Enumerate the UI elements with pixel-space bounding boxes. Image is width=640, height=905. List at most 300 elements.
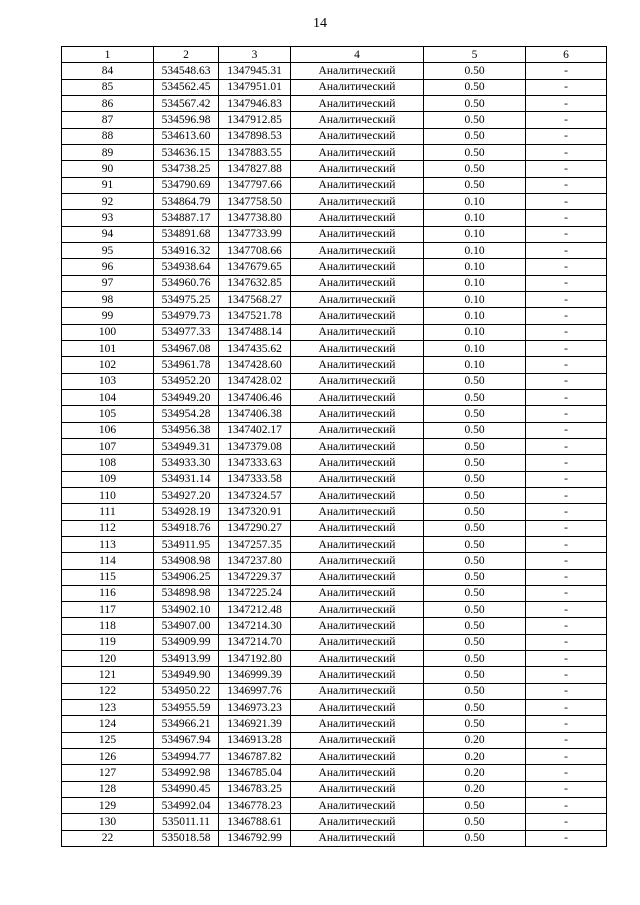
accuracy-cell: 0.50 [424,79,526,95]
note-cell: - [526,798,607,814]
accuracy-cell: 0.50 [424,455,526,471]
x-coordinate-cell: 534907.00 [154,618,219,634]
y-coordinate-cell: 1347488.14 [219,324,291,340]
point-number-cell: 89 [62,144,154,160]
column-header: 2 [154,47,219,63]
accuracy-cell: 0.50 [424,536,526,552]
note-cell: - [526,438,607,454]
accuracy-cell: 0.50 [424,683,526,699]
point-number-cell: 104 [62,389,154,405]
point-number-cell: 106 [62,422,154,438]
note-cell: - [526,128,607,144]
y-coordinate-cell: 1346778.23 [219,798,291,814]
x-coordinate-cell: 534864.79 [154,193,219,209]
note-cell: - [526,765,607,781]
method-cell: Аналитический [291,275,424,291]
note-cell: - [526,112,607,128]
method-cell: Аналитический [291,128,424,144]
y-coordinate-cell: 1347945.31 [219,63,291,79]
y-coordinate-cell: 1347333.63 [219,455,291,471]
x-coordinate-cell: 534931.14 [154,471,219,487]
note-cell: - [526,210,607,226]
table-row [62,406,607,422]
x-coordinate-cell: 534949.90 [154,667,219,683]
x-coordinate-cell: 534909.99 [154,634,219,650]
table-row [62,716,607,732]
x-coordinate-cell: 534891.68 [154,226,219,242]
x-coordinate-cell: 534548.63 [154,63,219,79]
note-cell: - [526,536,607,552]
point-number-cell: 84 [62,63,154,79]
method-cell: Аналитический [291,406,424,422]
x-coordinate-cell: 534992.98 [154,765,219,781]
point-number-cell: 95 [62,242,154,258]
point-number-cell: 105 [62,406,154,422]
y-coordinate-cell: 1347379.08 [219,438,291,454]
accuracy-cell: 0.20 [424,749,526,765]
y-coordinate-cell: 1347229.37 [219,569,291,585]
note-cell: - [526,406,607,422]
point-number-cell: 111 [62,504,154,520]
y-coordinate-cell: 1347257.35 [219,536,291,552]
method-cell: Аналитический [291,422,424,438]
table-row [62,324,607,340]
accuracy-cell: 0.50 [424,487,526,503]
method-cell: Аналитический [291,193,424,209]
note-cell: - [526,569,607,585]
accuracy-cell: 0.20 [424,765,526,781]
accuracy-cell: 0.20 [424,781,526,797]
y-coordinate-cell: 1347406.38 [219,406,291,422]
method-cell: Аналитический [291,732,424,748]
accuracy-cell: 0.10 [424,324,526,340]
coordinates-table [61,46,607,847]
table-row [62,618,607,634]
accuracy-cell: 0.50 [424,618,526,634]
x-coordinate-cell: 534898.98 [154,585,219,601]
x-coordinate-cell: 534913.99 [154,651,219,667]
table-row [62,814,607,830]
method-cell: Аналитический [291,814,424,830]
method-cell: Аналитический [291,585,424,601]
note-cell: - [526,357,607,373]
method-cell: Аналитический [291,340,424,356]
point-number-cell: 118 [62,618,154,634]
method-cell: Аналитический [291,487,424,503]
method-cell: Аналитический [291,210,424,226]
note-cell: - [526,422,607,438]
table-row [62,700,607,716]
table-row [62,553,607,569]
point-number-cell: 125 [62,732,154,748]
x-coordinate-cell: 534960.76 [154,275,219,291]
note-cell: - [526,193,607,209]
method-cell: Аналитический [291,438,424,454]
table-row [62,455,607,471]
x-coordinate-cell: 534927.20 [154,487,219,503]
table-row [62,259,607,275]
table-row [62,569,607,585]
accuracy-cell: 0.10 [424,210,526,226]
accuracy-cell: 0.50 [424,504,526,520]
x-coordinate-cell: 534933.30 [154,455,219,471]
note-cell: - [526,161,607,177]
column-header: 3 [219,47,291,63]
accuracy-cell: 0.50 [424,585,526,601]
point-number-cell: 101 [62,340,154,356]
method-cell: Аналитический [291,242,424,258]
method-cell: Аналитический [291,667,424,683]
x-coordinate-cell: 534955.59 [154,700,219,716]
note-cell: - [526,487,607,503]
accuracy-cell: 0.50 [424,177,526,193]
note-cell: - [526,226,607,242]
x-coordinate-cell: 534956.38 [154,422,219,438]
y-coordinate-cell: 1347898.53 [219,128,291,144]
x-coordinate-cell: 534992.04 [154,798,219,814]
x-coordinate-cell: 534636.15 [154,144,219,160]
method-cell: Аналитический [291,700,424,716]
accuracy-cell: 0.10 [424,340,526,356]
y-coordinate-cell: 1347632.85 [219,275,291,291]
accuracy-cell: 0.50 [424,553,526,569]
accuracy-cell: 0.10 [424,308,526,324]
table-header-row [62,47,607,63]
point-number-cell: 126 [62,749,154,765]
note-cell: - [526,275,607,291]
y-coordinate-cell: 1347568.27 [219,291,291,307]
note-cell: - [526,830,607,846]
accuracy-cell: 0.10 [424,193,526,209]
method-cell: Аналитический [291,357,424,373]
method-cell: Аналитический [291,226,424,242]
table-row [62,128,607,144]
y-coordinate-cell: 1346785.04 [219,765,291,781]
note-cell: - [526,324,607,340]
accuracy-cell: 0.50 [424,128,526,144]
y-coordinate-cell: 1346921.39 [219,716,291,732]
method-cell: Аналитический [291,569,424,585]
note-cell: - [526,63,607,79]
table-row [62,112,607,128]
table-body [62,63,607,847]
note-cell: - [526,651,607,667]
accuracy-cell: 0.50 [424,438,526,454]
accuracy-cell: 0.50 [424,830,526,846]
y-coordinate-cell: 1347827.88 [219,161,291,177]
x-coordinate-cell: 534928.19 [154,504,219,520]
point-number-cell: 93 [62,210,154,226]
method-cell: Аналитический [291,324,424,340]
x-coordinate-cell: 534952.20 [154,373,219,389]
note-cell: - [526,553,607,569]
x-coordinate-cell: 535018.58 [154,830,219,846]
table-row [62,373,607,389]
accuracy-cell: 0.50 [424,602,526,618]
method-cell: Аналитический [291,798,424,814]
table-row [62,765,607,781]
point-number-cell: 87 [62,112,154,128]
table-row [62,634,607,650]
table-row [62,585,607,601]
method-cell: Аналитический [291,79,424,95]
method-cell: Аналитический [291,291,424,307]
table-row [62,536,607,552]
table-row [62,651,607,667]
note-cell: - [526,683,607,699]
y-coordinate-cell: 1347428.60 [219,357,291,373]
point-number-cell: 91 [62,177,154,193]
note-cell: - [526,716,607,732]
method-cell: Аналитический [291,161,424,177]
y-coordinate-cell: 1347797.66 [219,177,291,193]
method-cell: Аналитический [291,520,424,536]
column-header: 6 [526,47,607,63]
y-coordinate-cell: 1347214.70 [219,634,291,650]
point-number-cell: 115 [62,569,154,585]
x-coordinate-cell: 534950.22 [154,683,219,699]
note-cell: - [526,242,607,258]
x-coordinate-cell: 534902.10 [154,602,219,618]
point-number-cell: 88 [62,128,154,144]
point-number-cell: 121 [62,667,154,683]
method-cell: Аналитический [291,63,424,79]
point-number-cell: 130 [62,814,154,830]
x-coordinate-cell: 534567.42 [154,95,219,111]
y-coordinate-cell: 1346973.23 [219,700,291,716]
accuracy-cell: 0.50 [424,144,526,160]
table-row [62,63,607,79]
accuracy-cell: 0.50 [424,700,526,716]
table-row [62,144,607,160]
method-cell: Аналитический [291,95,424,111]
method-cell: Аналитический [291,830,424,846]
y-coordinate-cell: 1346997.76 [219,683,291,699]
note-cell: - [526,95,607,111]
accuracy-cell: 0.50 [424,406,526,422]
method-cell: Аналитический [291,373,424,389]
table-row [62,389,607,405]
y-coordinate-cell: 1347192.80 [219,651,291,667]
point-number-cell: 108 [62,455,154,471]
y-coordinate-cell: 1347402.17 [219,422,291,438]
table-row [62,683,607,699]
point-number-cell: 22 [62,830,154,846]
table-row [62,667,607,683]
accuracy-cell: 0.50 [424,112,526,128]
note-cell: - [526,291,607,307]
y-coordinate-cell: 1347758.50 [219,193,291,209]
x-coordinate-cell: 534990.45 [154,781,219,797]
note-cell: - [526,389,607,405]
table-row [62,226,607,242]
accuracy-cell: 0.50 [424,667,526,683]
y-coordinate-cell: 1347435.62 [219,340,291,356]
y-coordinate-cell: 1347428.02 [219,373,291,389]
accuracy-cell: 0.10 [424,259,526,275]
note-cell: - [526,618,607,634]
y-coordinate-cell: 1347333.58 [219,471,291,487]
x-coordinate-cell: 534949.31 [154,438,219,454]
point-number-cell: 102 [62,357,154,373]
x-coordinate-cell: 534938.64 [154,259,219,275]
point-number-cell: 85 [62,79,154,95]
accuracy-cell: 0.50 [424,634,526,650]
x-coordinate-cell: 534975.25 [154,291,219,307]
point-number-cell: 127 [62,765,154,781]
y-coordinate-cell: 1347225.24 [219,585,291,601]
y-coordinate-cell: 1347237.80 [219,553,291,569]
accuracy-cell: 0.50 [424,422,526,438]
note-cell: - [526,177,607,193]
accuracy-cell: 0.50 [424,716,526,732]
y-coordinate-cell: 1347290.27 [219,520,291,536]
method-cell: Аналитический [291,144,424,160]
method-cell: Аналитический [291,716,424,732]
accuracy-cell: 0.50 [424,373,526,389]
table-row [62,732,607,748]
note-cell: - [526,667,607,683]
method-cell: Аналитический [291,536,424,552]
accuracy-cell: 0.50 [424,520,526,536]
table-row [62,830,607,846]
method-cell: Аналитический [291,504,424,520]
x-coordinate-cell: 534908.98 [154,553,219,569]
table-row [62,275,607,291]
method-cell: Аналитический [291,765,424,781]
x-coordinate-cell: 534562.45 [154,79,219,95]
note-cell: - [526,700,607,716]
method-cell: Аналитический [291,781,424,797]
method-cell: Аналитический [291,471,424,487]
y-coordinate-cell: 1347883.55 [219,144,291,160]
note-cell: - [526,373,607,389]
y-coordinate-cell: 1347708.66 [219,242,291,258]
table-row [62,79,607,95]
accuracy-cell: 0.50 [424,798,526,814]
y-coordinate-cell: 1346792.99 [219,830,291,846]
note-cell: - [526,471,607,487]
point-number-cell: 90 [62,161,154,177]
y-coordinate-cell: 1347946.83 [219,95,291,111]
table-row [62,340,607,356]
accuracy-cell: 0.10 [424,291,526,307]
table-row [62,602,607,618]
page-number: 14 [313,16,327,31]
y-coordinate-cell: 1347212.48 [219,602,291,618]
point-number-cell: 98 [62,291,154,307]
x-coordinate-cell: 534977.33 [154,324,219,340]
point-number-cell: 117 [62,602,154,618]
note-cell: - [526,259,607,275]
point-number-cell: 114 [62,553,154,569]
table-row [62,95,607,111]
note-cell: - [526,585,607,601]
table-row [62,781,607,797]
note-cell: - [526,455,607,471]
accuracy-cell: 0.10 [424,226,526,242]
note-cell: - [526,781,607,797]
accuracy-cell: 0.50 [424,569,526,585]
table-row [62,438,607,454]
method-cell: Аналитический [291,389,424,405]
y-coordinate-cell: 1347324.57 [219,487,291,503]
method-cell: Аналитический [291,553,424,569]
method-cell: Аналитический [291,634,424,650]
table-row [62,177,607,193]
y-coordinate-cell: 1346787.82 [219,749,291,765]
point-number-cell: 113 [62,536,154,552]
x-coordinate-cell: 534967.94 [154,732,219,748]
table-row [62,471,607,487]
point-number-cell: 94 [62,226,154,242]
method-cell: Аналитический [291,177,424,193]
table-row [62,798,607,814]
y-coordinate-cell: 1347521.78 [219,308,291,324]
note-cell: - [526,79,607,95]
table-row [62,520,607,536]
x-coordinate-cell: 534961.78 [154,357,219,373]
table-row [62,242,607,258]
y-coordinate-cell: 1347214.30 [219,618,291,634]
note-cell: - [526,144,607,160]
point-number-cell: 96 [62,259,154,275]
table-row [62,193,607,209]
column-header: 5 [424,47,526,63]
x-coordinate-cell: 534916.32 [154,242,219,258]
table-row [62,487,607,503]
accuracy-cell: 0.10 [424,357,526,373]
method-cell: Аналитический [291,602,424,618]
note-cell: - [526,340,607,356]
point-number-cell: 112 [62,520,154,536]
note-cell: - [526,814,607,830]
y-coordinate-cell: 1347320.91 [219,504,291,520]
point-number-cell: 120 [62,651,154,667]
x-coordinate-cell: 534954.28 [154,406,219,422]
table-row [62,749,607,765]
y-coordinate-cell: 1346999.39 [219,667,291,683]
x-coordinate-cell: 534949.20 [154,389,219,405]
point-number-cell: 128 [62,781,154,797]
y-coordinate-cell: 1347738.80 [219,210,291,226]
method-cell: Аналитический [291,112,424,128]
point-number-cell: 129 [62,798,154,814]
note-cell: - [526,602,607,618]
point-number-cell: 110 [62,487,154,503]
method-cell: Аналитический [291,308,424,324]
point-number-cell: 109 [62,471,154,487]
point-number-cell: 116 [62,585,154,601]
table-row [62,210,607,226]
x-coordinate-cell: 534596.98 [154,112,219,128]
table-row [62,504,607,520]
accuracy-cell: 0.10 [424,242,526,258]
x-coordinate-cell: 534918.76 [154,520,219,536]
y-coordinate-cell: 1347679.65 [219,259,291,275]
x-coordinate-cell: 534738.25 [154,161,219,177]
method-cell: Аналитический [291,618,424,634]
accuracy-cell: 0.10 [424,275,526,291]
y-coordinate-cell: 1347406.46 [219,389,291,405]
note-cell: - [526,504,607,520]
method-cell: Аналитический [291,259,424,275]
x-coordinate-cell: 534967.08 [154,340,219,356]
method-cell: Аналитический [291,651,424,667]
table-row [62,161,607,177]
x-coordinate-cell: 534613.60 [154,128,219,144]
point-number-cell: 100 [62,324,154,340]
